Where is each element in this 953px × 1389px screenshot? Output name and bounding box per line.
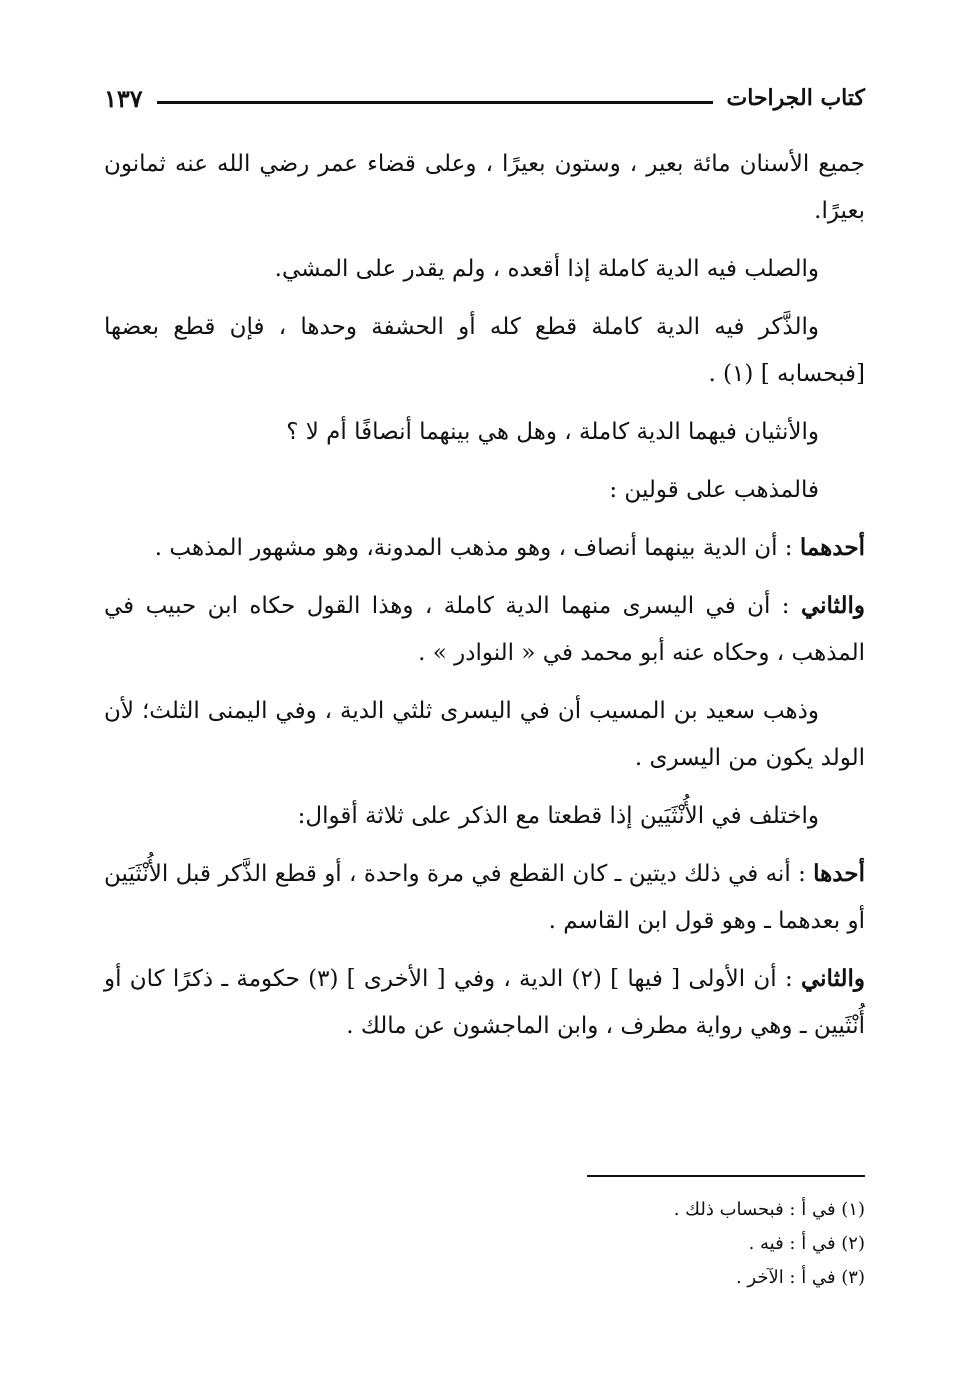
paragraph [104, 582, 865, 677]
paragraph-text: واختلف في الأُنْثَيَين إذا قطعتا مع الذكر على ثلاثة أقوال: [297, 803, 819, 829]
footnotes [300, 1193, 865, 1295]
chapter-title: كتاب الجراحات [726, 85, 865, 111]
paragraph-text: : أن الدية بينهما أنصاف ، وهو مذهب المدونة، وهو مشهور المذهب . [154, 535, 800, 561]
paragraph-text: والأنثيان فيهما الدية كاملة ، وهل هي بينهما أنصافًا أم لا ؟ [286, 419, 819, 445]
footnote-rule [587, 1175, 865, 1177]
paragraph-text: والذَّكر فيه الدية كاملة قطع كله أو الحشفة وحدها ، فإن قطع بعضها [فبحسابه ] (١) . [104, 314, 865, 387]
footnote: (٣) في أ : الآخر . [735, 1267, 865, 1288]
paragraph [104, 850, 865, 945]
paragraph [104, 303, 865, 398]
paragraph [104, 955, 865, 1050]
paragraph-lead: والثاني [800, 965, 866, 992]
page-number: ١٣٧ [104, 83, 143, 113]
paragraph [104, 466, 865, 514]
paragraph [104, 524, 865, 572]
paragraph-text: جميع الأسنان مائة بعير ، وستون بعيرًا ، وعلى قضاء عمر رضي الله عنه ثمانون بعيرًا. [104, 151, 865, 224]
paragraph-lead: أحدها [813, 860, 865, 887]
paragraph [104, 245, 865, 293]
paragraph-text: : أنه في ذلك ديتين ـ كان القطع في مرة واحدة ، أو قطع الذَّكر قبل الأُنْثَيَين أو بعدهما ـ وهو قول ابن القاسم . [104, 861, 865, 934]
paragraph-lead: والثاني [800, 592, 865, 619]
paragraph-lead: أحدهما [799, 534, 865, 561]
paragraph [104, 140, 865, 235]
paragraph-text: : أن في اليسرى منهما الدية كاملة ، وهذا القول حكاه ابن حبيب في المذهب ، وحكاه عنه أبو محمد في « النوادر » . [104, 593, 865, 666]
paragraph [104, 408, 865, 456]
header-rule [157, 101, 713, 104]
running-header [104, 78, 865, 118]
paragraph-text: والصلب فيه الدية كاملة إذا أقعده ، ولم يقدر على المشي. [274, 256, 819, 282]
paragraph-text: وذهب سعيد بن المسيب أن في اليسرى ثلثي الدية ، وفي اليمنى الثلث؛ لأن الولد يكون من اليسرى . [104, 698, 865, 771]
paragraph [104, 687, 865, 782]
paragraph-text: : أن الأولى [ فيها ] (٢) الدية ، وفي [ الأخرى ] (٣) حكومة ـ ذكرًا كان أو أُنْثَيين ـ وهي رواية مطرف ، وابن الماجشون عن مالك . [104, 966, 865, 1039]
paragraph-text: فالمذهب على قولين : [609, 477, 819, 503]
footnote: (٢) في أ : فيه . [748, 1233, 865, 1254]
footnote: (١) في أ : فبحساب ذلك . [673, 1199, 865, 1220]
paragraph [104, 792, 865, 840]
main-text [104, 140, 865, 1060]
